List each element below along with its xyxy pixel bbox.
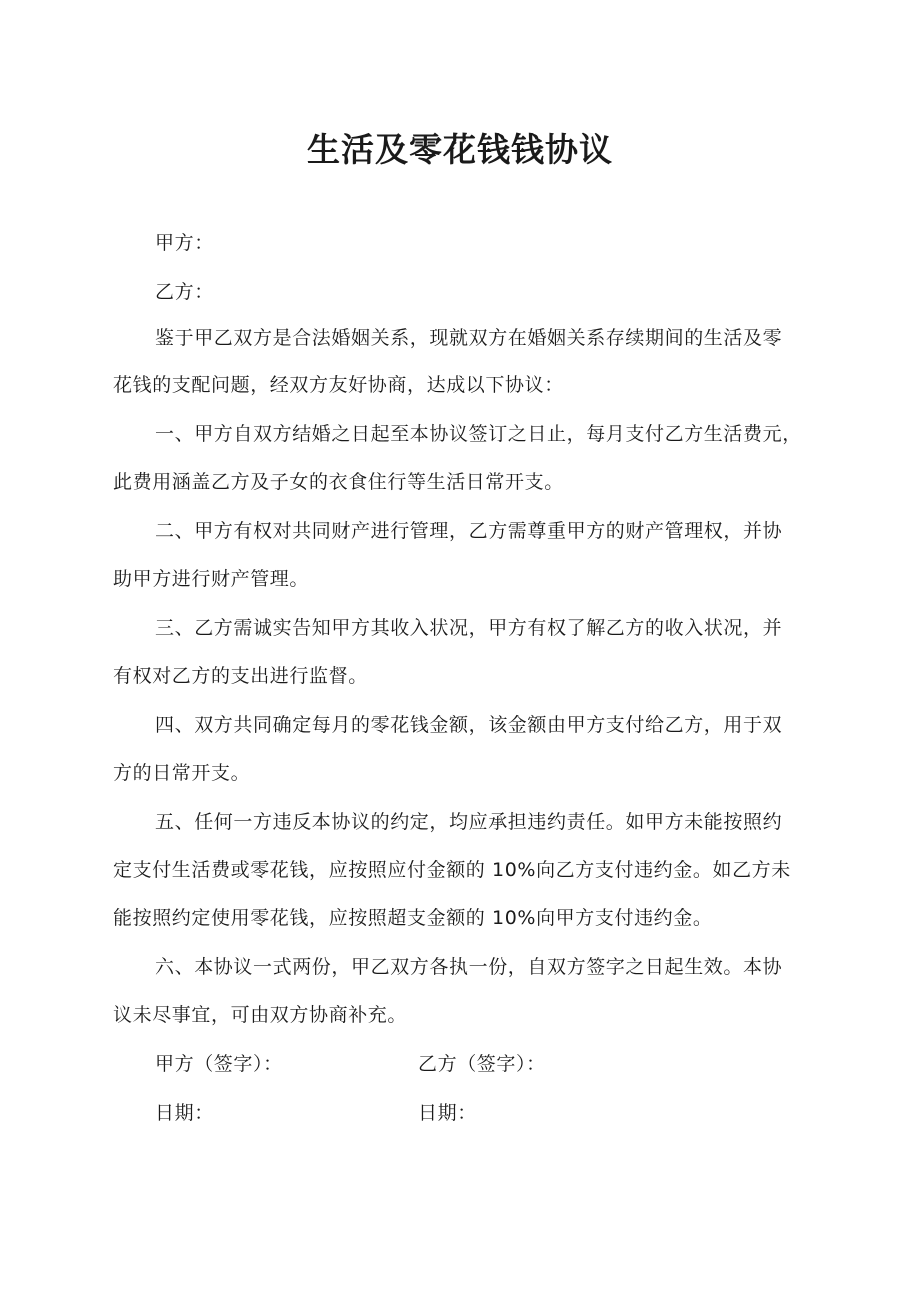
party-b-date-label: 日期： [418, 1102, 477, 1124]
clause-6-line-2: 议未尽事宜，可由双方协商补充。 [113, 1004, 408, 1026]
clause-6-line-1: 六、本协议一式两份，甲乙双方各执一份，自双方签字之日起生效。本协 [155, 956, 783, 978]
clause-4-line-2: 方的日常开支。 [113, 762, 251, 784]
preamble-line-2: 花钱的支配问题，经双方友好协商，达成以下协议： [113, 374, 564, 396]
document-title: 生活及零花钱钱协议 [307, 130, 613, 169]
party-b-label: 乙方： [155, 281, 214, 303]
clause-5-line-3: 能按照约定使用零花钱，应按照超支金额的 10%向甲方支付违约金。 [113, 907, 713, 929]
clause-3-line-2: 有权对乙方的支出进行监督。 [113, 665, 368, 687]
clause-3-line-1: 三、乙方需诚实告知甲方其收入状况，甲方有权了解乙方的收入状况，并 [155, 617, 783, 639]
clause-4-line-1: 四、双方共同确定每月的零花钱金额，该金额由甲方支付给乙方，用于双 [155, 714, 783, 736]
clause-5-line-1: 五、任何一方违反本协议的约定，均应承担违约责任。如甲方未能按照约 [155, 811, 783, 833]
party-a-signature-label: 甲方（签字）： [155, 1053, 283, 1075]
clause-2-line-1: 二、甲方有权对共同财产进行管理，乙方需尊重甲方的财产管理权，并协 [155, 520, 783, 542]
clause-1-line-2: 此费用涵盖乙方及子女的衣食住行等生活日常开支。 [113, 471, 564, 493]
party-b-signature-label: 乙方（签字）： [418, 1053, 546, 1075]
clause-1-line-1: 一、甲方自双方结婚之日起至本协议签订之日止，每月支付乙方生活费元， [155, 423, 802, 445]
preamble-line-1: 鉴于甲乙双方是合法婚姻关系，现就双方在婚姻关系存续期间的生活及零 [155, 327, 783, 349]
party-a-label: 甲方： [155, 232, 214, 254]
clause-5-line-2: 定支付生活费或零花钱，应按照应付金额的 10%向乙方支付违约金。如乙方未 [113, 859, 791, 881]
clause-2-line-2: 助甲方进行财产管理。 [113, 568, 310, 590]
party-a-date-label: 日期： [155, 1102, 214, 1124]
